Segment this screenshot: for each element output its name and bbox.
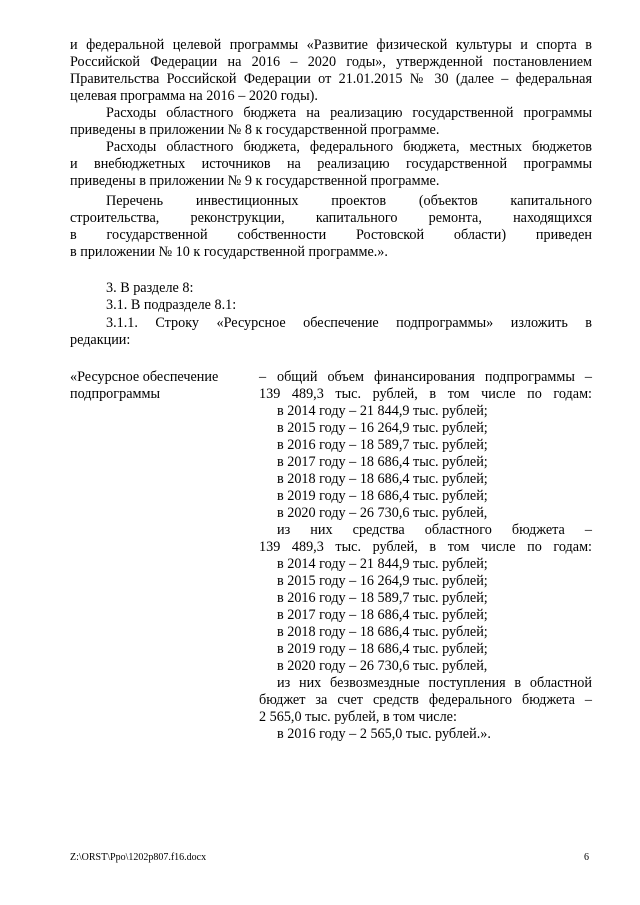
- table-right-cell-line: в 2015 году – 16 264,9 тыс. рублей;: [277, 573, 488, 589]
- table-right-cell-line: в 2016 году – 18 589,7 тыс. рублей;: [277, 590, 488, 606]
- instruction-3-1-1-line: редакции:: [70, 332, 131, 348]
- table-right-cell-line: 139 489,3 тыс. рублей, в том числе по годам:: [259, 539, 592, 555]
- section-heading-3: 3. В разделе 8:: [106, 280, 194, 296]
- table-right-cell-line: из них безвозмездные поступления в областной: [277, 675, 592, 691]
- table-right-cell-line: 139 489,3 тыс. рублей, в том числе по годам:: [259, 386, 592, 402]
- table-right-cell-line: из них средства областного бюджета –: [277, 522, 592, 538]
- paragraph-1-line: Российской Федерации на 2016 – 2020 годы», утвержденной постановлением: [70, 54, 592, 70]
- table-right-cell-line: в 2017 году – 18 686,4 тыс. рублей;: [277, 607, 488, 623]
- table-right-cell-line: 2 565,0 тыс. рублей, в том числе:: [259, 709, 457, 725]
- subsection-heading-3-1: 3.1. В подразделе 8.1:: [106, 297, 237, 313]
- paragraph-4-line: в государственной собственности Ростовской области) приведен: [70, 227, 592, 243]
- table-right-cell-line: в 2015 году – 16 264,9 тыс. рублей;: [277, 420, 488, 436]
- table-right-cell-line: в 2020 году – 26 730,6 тыс. рублей,: [277, 505, 488, 521]
- paragraph-2-line: приведены в приложении № 8 к государственной программе.: [70, 122, 440, 138]
- footer-page-number: 6: [584, 852, 589, 863]
- table-right-cell-line: бюджет за счет средств федерального бюджета –: [259, 692, 592, 708]
- paragraph-4-line: в приложении № 10 к государственной программе.».: [70, 244, 388, 260]
- paragraph-4-line: Перечень инвестиционных проектов (объектов капитального: [106, 193, 592, 209]
- paragraph-1-line: и федеральной целевой программы «Развитие физической культуры и спорта в: [70, 37, 592, 53]
- paragraph-4-line: строительства, реконструкции, капитального ремонта, находящихся: [70, 210, 592, 226]
- table-right-cell-line: в 2014 году – 21 844,9 тыс. рублей;: [277, 556, 488, 572]
- table-right-cell-line: в 2018 году – 18 686,4 тыс. рублей;: [277, 624, 488, 640]
- table-right-cell-line: в 2017 году – 18 686,4 тыс. рублей;: [277, 454, 488, 470]
- footer-file-path: Z:\ORST\Ppo\1202p807.f16.docx: [70, 852, 207, 863]
- table-right-cell-line: в 2016 году – 18 589,7 тыс. рублей;: [277, 437, 488, 453]
- table-dash-separator: –: [259, 369, 267, 385]
- table-right-cell-line: в 2019 году – 18 686,4 тыс. рублей;: [277, 488, 488, 504]
- paragraph-3-line: и внебюджетных источников на реализацию государственной программы: [70, 156, 592, 172]
- paragraph-3-line: Расходы областного бюджета, федерального бюджета, местных бюджетов: [106, 139, 592, 155]
- table-right-cell-line: в 2020 году – 26 730,6 тыс. рублей,: [277, 658, 488, 674]
- table-right-cell-line: в 2018 году – 18 686,4 тыс. рублей;: [277, 471, 488, 487]
- paragraph-1-line: Правительства Российской Федерации от 21.01.2015 № 30 (далее – федеральная: [70, 71, 592, 87]
- table-right-cell-line: в 2016 году – 2 565,0 тыс. рублей.».: [277, 726, 491, 742]
- table-right-cell-line: в 2019 году – 18 686,4 тыс. рублей;: [277, 641, 488, 657]
- table-left-cell-line: подпрограммы: [70, 386, 160, 402]
- table-left-cell-line: «Ресурсное обеспечение: [70, 369, 219, 385]
- table-right-cell-line: в 2014 году – 21 844,9 тыс. рублей;: [277, 403, 488, 419]
- instruction-3-1-1-line: 3.1.1. Строку «Ресурсное обеспечение подпрограммы» изложить в: [106, 315, 592, 331]
- table-right-cell-line: общий объем финансирования подпрограммы –: [277, 369, 592, 385]
- paragraph-2-line: Расходы областного бюджета на реализацию государственной программы: [106, 105, 592, 121]
- paragraph-3-line: приведены в приложении № 9 к государственной программе.: [70, 173, 440, 189]
- paragraph-1-line: целевая программа на 2016 – 2020 годы).: [70, 88, 318, 104]
